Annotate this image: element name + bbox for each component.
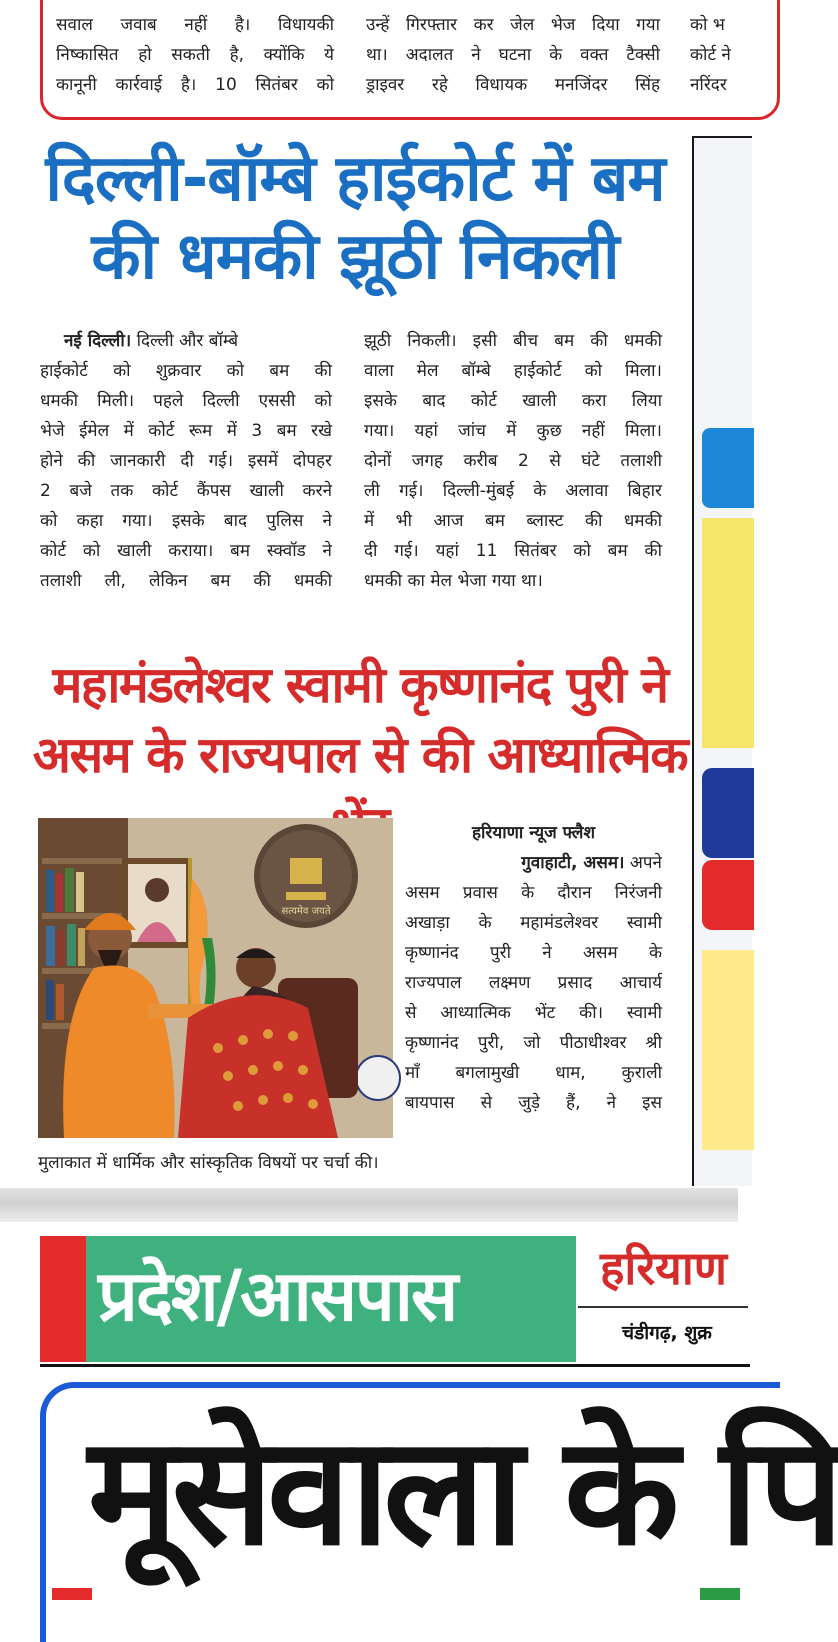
ad-yellow-block — [702, 518, 754, 748]
top-story-column-1 — [56, 10, 334, 100]
text-line: तलाशी ली, लेकिन बम की धमकी — [40, 571, 332, 591]
text-line: उन्हें गिरफ्तार कर जेल भेज दिया गया — [366, 15, 660, 35]
text-line: भेजे ईमेल में कोर्ट रूम में 3 बम रखे — [40, 421, 332, 441]
top-story-column-2 — [366, 10, 660, 100]
dateline: गुवाहाटी, असम। — [521, 853, 625, 873]
text-line: कानूनी कार्रवाई है। 10 सितंबर को — [56, 75, 334, 95]
text-line: राज्यपाल लक्ष्मण प्रसाद आचार्य — [405, 973, 662, 993]
emblem-motto: सत्यमेव जयते — [281, 906, 331, 917]
text-line: गया। यहां जांच में कुछ नहीं मिला। — [364, 421, 662, 441]
text-line: माँ बगलामुखी धाम, कुराली — [405, 1063, 662, 1083]
bomb-story-column-1 — [40, 326, 332, 596]
text-line: होने की जानकारी दी गई। इसमें दोपहर — [40, 451, 332, 471]
text-line: हाईकोर्ट को शुक्रवार को बम की — [40, 361, 332, 381]
section-red-bar — [40, 1236, 86, 1362]
text-line: धमकी का मेल भेजा गया था। — [364, 571, 543, 591]
text-line: ड्राइवर रहे विधायक मनजिंदर सिंह — [366, 75, 660, 95]
text-line: कोर्ट ने — [690, 45, 731, 65]
ad-navy-block — [702, 768, 754, 858]
newspaper-brand: हरियाण — [600, 1241, 728, 1295]
text-line: 2 बजे तक कोर्ट कैंपस खाली करने — [40, 481, 332, 501]
brand-divider — [578, 1306, 748, 1308]
right-advertisement-strip — [692, 136, 752, 1186]
text-fragment: दिल्ली और बॉम्बे — [136, 331, 239, 351]
photo-illustration — [38, 818, 393, 1138]
text-line — [40, 326, 332, 356]
text-line: बायपास से जुड़े हैं, ने इस — [405, 1093, 662, 1113]
text-fragment: अपने — [629, 853, 662, 873]
text-line: नरिंदर — [690, 75, 727, 95]
edition-dateline: चंडीगढ़, शुक्र — [622, 1322, 712, 1344]
section-title: प्रदेश/आसपास — [98, 1255, 457, 1337]
ad-blue-block — [702, 428, 754, 508]
text-line: निष्कासित हो सकती है, क्योंकि ये — [56, 45, 334, 65]
headline-line: की धमकी झूठी निकली — [91, 220, 619, 294]
swami-story-column — [405, 818, 662, 1118]
bomb-story-column-2 — [364, 326, 662, 596]
text-line: सवाल जवाब नहीं है। विधायकी — [56, 15, 334, 35]
headline-line: असम के राज्यपाल से की आध्यात्मिक — [32, 726, 688, 784]
dateline: नई दिल्ली। — [64, 331, 132, 351]
text-line: वाला मेल बॉम्बे हाईकोर्ट को मिला। — [364, 361, 662, 381]
text-line: में भी आज बम ब्लास्ट की धमकी — [364, 511, 662, 531]
bottom-green-marker — [700, 1588, 740, 1600]
text-line: झूठी निकली। इसी बीच बम की धमकी — [364, 331, 662, 351]
swami-story-last-line: मुलाकात में धार्मिक और सांस्कृतिक विषयों पर चर्चा की। — [38, 1153, 379, 1173]
text-line: इसके बाद कोर्ट खाली करा लिया — [364, 391, 662, 411]
bottom-story-headline: मूसेवाला के पि — [88, 1405, 838, 1579]
text-line: कृष्णानंद पुरी, जो पीठाधीश्वर श्री — [405, 1033, 662, 1053]
text-line: कोर्ट को खाली कराया। बम स्क्वॉड ने — [40, 541, 332, 561]
top-story-column-3 — [690, 10, 750, 100]
text-line: कृष्णानंद पुरी ने असम के — [405, 943, 662, 963]
section-divider — [40, 1364, 750, 1367]
bomb-story-headline — [30, 140, 680, 296]
text-line: अखाड़ा के महामंडलेश्वर स्वामी — [405, 913, 662, 933]
byline: हरियाणा न्यूज फ्लैश — [471, 823, 596, 843]
text-line: दोनों जगह करीब 2 से घंटे तलाशी — [364, 451, 662, 471]
text-line: धमकी मिली। पहले दिल्ली एससी को — [40, 391, 332, 411]
bottom-red-marker — [52, 1588, 92, 1600]
text-line: से आध्यात्मिक भेंट की। स्वामी — [405, 1003, 662, 1023]
ad-lower-yellow-block — [702, 950, 754, 1150]
text-line: दी गई। यहां 11 सितंबर को बम की — [364, 541, 662, 561]
text-line — [405, 848, 662, 878]
ad-red-block — [702, 860, 754, 930]
text-line: ली गई। दिल्ली-मुंबई के अलावा बिहार — [364, 481, 662, 501]
text-line: को कहा गया। इसके बाद पुलिस ने — [40, 511, 332, 531]
text-line: था। अदालत ने घटना के वक्त टैक्सी — [366, 45, 660, 65]
governor-meeting-photo — [38, 818, 393, 1138]
headline-line: महामंडलेश्वर स्वामी कृष्णानंद पुरी ने — [52, 656, 668, 714]
headline-line: दिल्ली-बॉम्बे हाईकोर्ट में बम — [45, 142, 665, 216]
text-line: असम प्रवास के दौरान निरंजनी — [405, 883, 662, 903]
page-fold — [0, 1188, 738, 1222]
text-line: को भ — [690, 15, 725, 35]
